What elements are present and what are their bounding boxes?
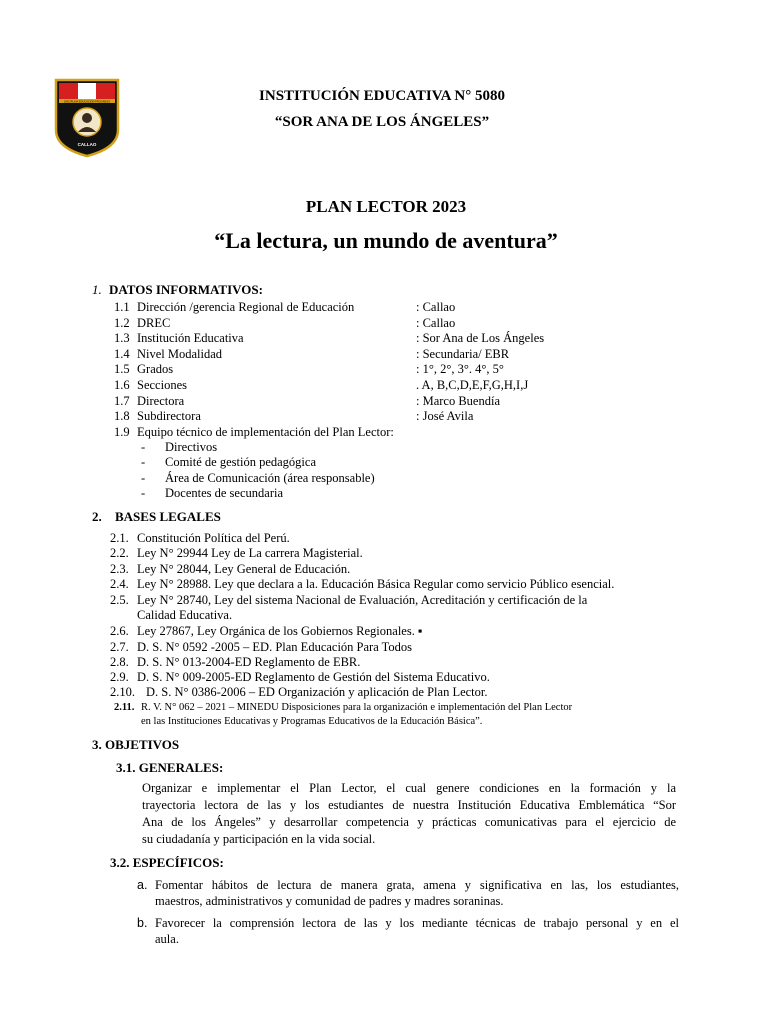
info-row (114, 316, 455, 331)
info-row-label: DREC (137, 315, 171, 330)
legal-item-number: 2.10. (110, 685, 135, 699)
specific-objectives-heading: 3.2. ESPECÍFICOS: (110, 855, 224, 870)
info-row (114, 300, 455, 315)
info-row-value: : Secundaria/ EBR (416, 346, 510, 361)
general-objectives-heading: 3.1. GENERALES: (116, 760, 224, 775)
legal-item-text: Ley N° 28740, Ley del sistema Nacional de Evaluación, Acreditación y certificación de la (137, 593, 588, 607)
info-row-value: : José Avila (416, 409, 474, 424)
legal-item-number: 2.4. (110, 577, 129, 591)
legal-item-number: 2.6. (110, 624, 129, 638)
info-row-label: Subdirectora (137, 409, 201, 424)
team-item (141, 486, 283, 501)
info-row (114, 347, 509, 362)
info-row-number: 1.3 (114, 331, 130, 346)
legal-item (110, 624, 422, 639)
info-row-value: . A, B,C,D,E,F,G,H,I,J (416, 378, 529, 392)
institution-subtitle: “SOR ANA DE LOS ÁNGELES” (274, 114, 490, 130)
legal-item-text: D. S. N° 0386-2006 – ED Organización y aplicación de Plan Lector. (146, 685, 488, 699)
legal-item-number: 2.8. (110, 655, 129, 669)
info-row (114, 362, 504, 377)
paragraph-line: Ana de los Ángeles” y desarrollar competencia y prácticas comunicativas para el ejercicio de (142, 815, 676, 829)
legal-item (110, 531, 290, 546)
legal-item (110, 670, 490, 685)
specific-item-letter: a. (137, 878, 148, 892)
info-row (114, 331, 544, 346)
paragraph-line: Organizar e implementar el Plan Lector, el cual genere condiciones en la formación y la (142, 781, 676, 795)
legal-item-number: 2.3. (110, 562, 129, 576)
legal-item-text: Ley 27867, Ley Orgánica de los Gobiernos Regionales. ▪ (137, 624, 423, 638)
legal-item-text: Constitución Política del Perú. (137, 531, 290, 545)
info-row (114, 394, 500, 409)
legal-item (110, 546, 363, 561)
info-row-label: Dirección /gerencia Regional de Educación (137, 300, 355, 314)
legal-item (110, 685, 488, 700)
info-row (114, 378, 528, 393)
legal-item-text: Ley N° 29944 Ley de La carrera Magisterial. (137, 546, 363, 560)
legal-item-number: 2.1. (110, 531, 129, 545)
legal-item-11 (114, 701, 572, 714)
info-row-label: Equipo técnico de implementación del Plan Lector: (137, 425, 394, 439)
legal-item-text: Ley N° 28044, Ley General de Educación. (137, 562, 351, 576)
info-row-value: : Callao (416, 315, 456, 330)
logo-banner-text: DISCIPLINA EDUCACION PROGRESO (63, 100, 111, 104)
section-1-title: DATOS INFORMATIVOS: (109, 282, 263, 297)
section-2-number: 2. (92, 509, 102, 524)
school-crest-logo (54, 78, 120, 158)
team-item (141, 471, 375, 486)
specific-item-line: aula. (155, 931, 179, 946)
specific-item-letter: b. (137, 916, 148, 930)
info-row-label: Grados (137, 362, 174, 377)
section-2-heading (92, 509, 221, 524)
info-row-number: 1.1 (114, 300, 130, 314)
info-row-value: : Callao (416, 300, 456, 314)
section-2-title: BASES LEGALES (115, 509, 221, 524)
list-dash: - (141, 440, 146, 454)
team-item (141, 455, 316, 470)
list-dash: - (141, 455, 146, 470)
info-row-number: 1.2 (114, 315, 130, 330)
info-row-value: : Marco Buendía (416, 393, 501, 408)
info-row-value: : Sor Ana de Los Ángeles (416, 331, 545, 346)
paragraph-line: trayectoria lectora de las y los estudiantes de nuestra Institución Educativa Emblemática “Sor (142, 798, 676, 812)
legal-item-text: Ley N° 28988. Ley que declara a la. Educación Básica Regular como servicio Público esencial. (137, 577, 615, 591)
info-row-label: Institución Educativa (137, 331, 244, 346)
info-row-number: 1.5 (114, 362, 130, 377)
logo-city-text: CALLAO (77, 142, 97, 147)
legal-item-text: D. S. N° 013-2004-ED Reglamento de EBR. (137, 655, 361, 669)
info-row-number: 1.8 (114, 409, 130, 424)
section-1-heading (92, 282, 263, 297)
info-row-label: Secciones (137, 378, 187, 392)
info-row-number: 1.7 (114, 393, 130, 408)
plan-motto: “La lectura, un mundo de aventura” (214, 228, 558, 253)
plan-title: PLAN LECTOR 2023 (305, 197, 467, 216)
info-row-team (114, 425, 394, 440)
legal-item-number: 2.11. (114, 702, 135, 713)
info-row (114, 409, 473, 424)
list-dash: - (141, 470, 146, 485)
info-row-number: 1.9 (114, 425, 130, 439)
legal-item-number: 2.2. (110, 546, 129, 560)
legal-item-number: 2.9. (110, 670, 129, 684)
info-row-label: Directora (137, 393, 185, 408)
legal-item-text: Calidad Educativa. (137, 608, 233, 622)
paragraph-line: su ciudadanía y participación en la vida social. (142, 832, 376, 846)
legal-item-number: 2.7. (110, 640, 129, 654)
legal-item (110, 655, 360, 670)
section-3-heading: 3. OBJETIVOS (92, 737, 180, 752)
specific-item-line: Favorecer la comprensión lectora de las y los mediante técnicas de trabajo personal y en el (155, 916, 679, 930)
team-item-text: Comité de gestión pedagógica (165, 455, 317, 470)
list-dash: - (141, 485, 146, 500)
legal-item-text: D. S. N° 009-2005-ED Reglamento de Gestión del Sistema Educativo. (137, 670, 490, 684)
legal-item-text: D. S. N° 0592 -2005 – ED. Plan Educación Para Todos (137, 640, 413, 654)
info-row-number: 1.4 (114, 346, 130, 361)
legal-item (110, 562, 350, 577)
info-row-label: Nivel Modalidad (137, 346, 223, 361)
team-item-text: Área de Comunicación (área responsable) (165, 470, 375, 485)
legal-item-text: R. V. N° 062 – 2021 – MINEDU Disposiciones para la organización e implementación del Plan Lector (141, 702, 573, 713)
legal-item (110, 640, 412, 655)
legal-item (110, 608, 232, 623)
legal-item-11-cont: en las Instituciones Educativas y Programas Educativos de la Educación Básica”. (141, 716, 483, 727)
info-row-value: : 1°, 2°, 3°. 4°, 5° (416, 362, 504, 377)
logo-letter-e: E (96, 84, 106, 99)
specific-item-line: Fomentar hábitos de lectura de manera grata, amena y significativa en las, los estudiantes, (155, 878, 679, 892)
specific-item-line: maestros, administrativos y comunidad de padres y madres soraninas. (155, 893, 504, 908)
team-item (141, 440, 217, 455)
team-item-text: Directivos (165, 440, 218, 454)
institution-name: INSTITUCIÓN EDUCATIVA N° 5080 (259, 88, 505, 104)
legal-item-number: 2.5. (110, 593, 129, 607)
legal-item (110, 577, 614, 592)
legal-item (110, 593, 587, 608)
info-row-number: 1.6 (114, 378, 130, 392)
section-1-number: 1. (92, 282, 102, 297)
logo-letter-i: I (71, 84, 75, 99)
team-item-text: Docentes de secundaria (165, 485, 283, 500)
